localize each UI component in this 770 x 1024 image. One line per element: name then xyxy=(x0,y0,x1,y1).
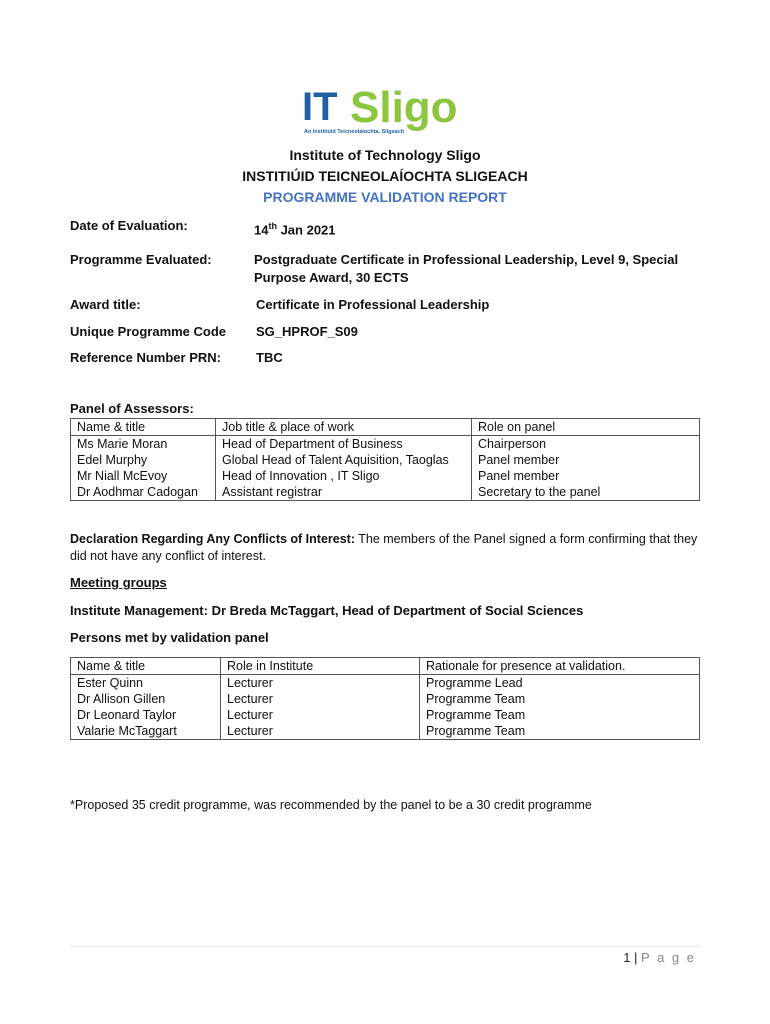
table-cell: Panel member xyxy=(478,453,560,467)
prn-value: TBC xyxy=(256,350,283,365)
page-footer xyxy=(623,950,696,965)
persons-met-title: Persons met by validation panel xyxy=(70,630,269,645)
table-cell: Head of Innovation , IT Sligo xyxy=(222,469,380,483)
table-cell: Programme Team xyxy=(426,724,526,738)
footer-divider xyxy=(70,946,700,947)
persons-table xyxy=(70,657,700,740)
table-cell: Assistant registrar xyxy=(222,485,323,499)
date-day: 14 xyxy=(254,222,269,238)
award-label: Award title: xyxy=(70,297,141,312)
table-cell: Lecturer xyxy=(227,708,273,722)
persons-rationale-cell xyxy=(420,675,700,740)
table-cell: Dr Allison Gillen xyxy=(77,692,166,706)
table-cell: Edel Murphy xyxy=(77,453,148,467)
meeting-groups-title: Meeting groups xyxy=(70,575,167,590)
institute-management: Institute Management: Dr Breda McTaggart, Head of Department of Social Sciences xyxy=(70,603,584,618)
prn-label: Reference Number PRN: xyxy=(70,350,221,365)
declaration-paragraph xyxy=(70,531,700,565)
programme-value: Postgraduate Certificate in Professional Leadership, Level 9, Special Purpose Award, 30 ECTS xyxy=(254,252,679,285)
declaration-heading: Declaration Regarding Any Conflicts of Interest: xyxy=(70,532,355,546)
table-cell: Lecturer xyxy=(227,676,273,690)
date-label: Date of Evaluation: xyxy=(70,218,188,233)
persons-roles-cell xyxy=(221,675,420,740)
panel-roles-cell xyxy=(472,436,700,501)
table-header: Rationale for presence at validation. xyxy=(420,658,700,675)
date-value xyxy=(254,217,704,239)
panel-title: Panel of Assessors: xyxy=(70,401,194,416)
table-header: Role on panel xyxy=(472,419,700,436)
institute-name-irish: INSTITIÚID TEICNEOLAÍOCHTA SLIGEACH xyxy=(242,168,528,184)
table-cell: Secretary to the panel xyxy=(478,485,601,499)
table-row xyxy=(71,436,700,501)
panel-jobs-cell xyxy=(216,436,472,501)
persons-names-cell xyxy=(71,675,221,740)
table-cell: Lecturer xyxy=(227,692,273,706)
table-header: Name & title xyxy=(71,419,216,436)
table-cell: Dr Aodhmar Cadogan xyxy=(77,485,198,499)
table-cell: Panel member xyxy=(478,469,560,483)
table-header-row xyxy=(71,419,700,436)
table-cell: Head of Department of Business xyxy=(222,437,403,451)
it-sligo-logo xyxy=(300,82,472,140)
logo-tagline: An Institiúid Teicneolaíochta, Sligeach xyxy=(304,129,405,135)
code-label: Unique Programme Code xyxy=(70,324,227,339)
table-header-row xyxy=(71,658,700,675)
table-cell: Lecturer xyxy=(227,724,273,738)
table-cell: Programme Team xyxy=(426,692,526,706)
date-rest: Jan 2021 xyxy=(276,222,336,238)
table-cell: Valarie McTaggart xyxy=(77,724,177,738)
declaration-text: The members of the Panel signed a form confirming that they did not have any conflict of interest. xyxy=(70,532,698,563)
date-suffix: th xyxy=(268,221,277,231)
table-cell: Ester Quinn xyxy=(77,676,144,690)
table-cell: Programme Team xyxy=(426,708,526,722)
institute-name: Institute of Technology Sligo xyxy=(289,147,481,163)
table-cell: Ms Marie Moran xyxy=(77,437,168,451)
code-value: SG_HPROF_S09 xyxy=(256,324,358,339)
logo-it: IT xyxy=(302,85,338,129)
table-cell: Dr Leonard Taylor xyxy=(77,708,177,722)
table-cell: Mr Niall McEvoy xyxy=(77,469,168,483)
table-header: Name & title xyxy=(71,658,221,675)
table-cell: Global Head of Talent Aquisition, Taoglas xyxy=(222,453,449,467)
table-header: Job title & place of work xyxy=(216,419,472,436)
report-title: PROGRAMME VALIDATION REPORT xyxy=(263,189,507,205)
table-cell: Programme Lead xyxy=(426,676,523,690)
panel-names-cell xyxy=(71,436,216,501)
page-word: P a g e xyxy=(641,950,696,965)
credit-note: *Proposed 35 credit programme, was recommended by the panel to be a 30 credit programme xyxy=(70,798,592,812)
award-value: Certificate in Professional Leadership xyxy=(256,297,490,312)
programme-label: Programme Evaluated: xyxy=(70,252,212,267)
panel-table xyxy=(70,418,700,501)
table-header: Role in Institute xyxy=(221,658,420,675)
page-number: 1 xyxy=(623,950,631,965)
logo-sligo: Sligo xyxy=(350,83,458,132)
page-separator: | xyxy=(630,950,642,965)
table-row xyxy=(71,675,700,740)
table-cell: Chairperson xyxy=(478,437,547,451)
